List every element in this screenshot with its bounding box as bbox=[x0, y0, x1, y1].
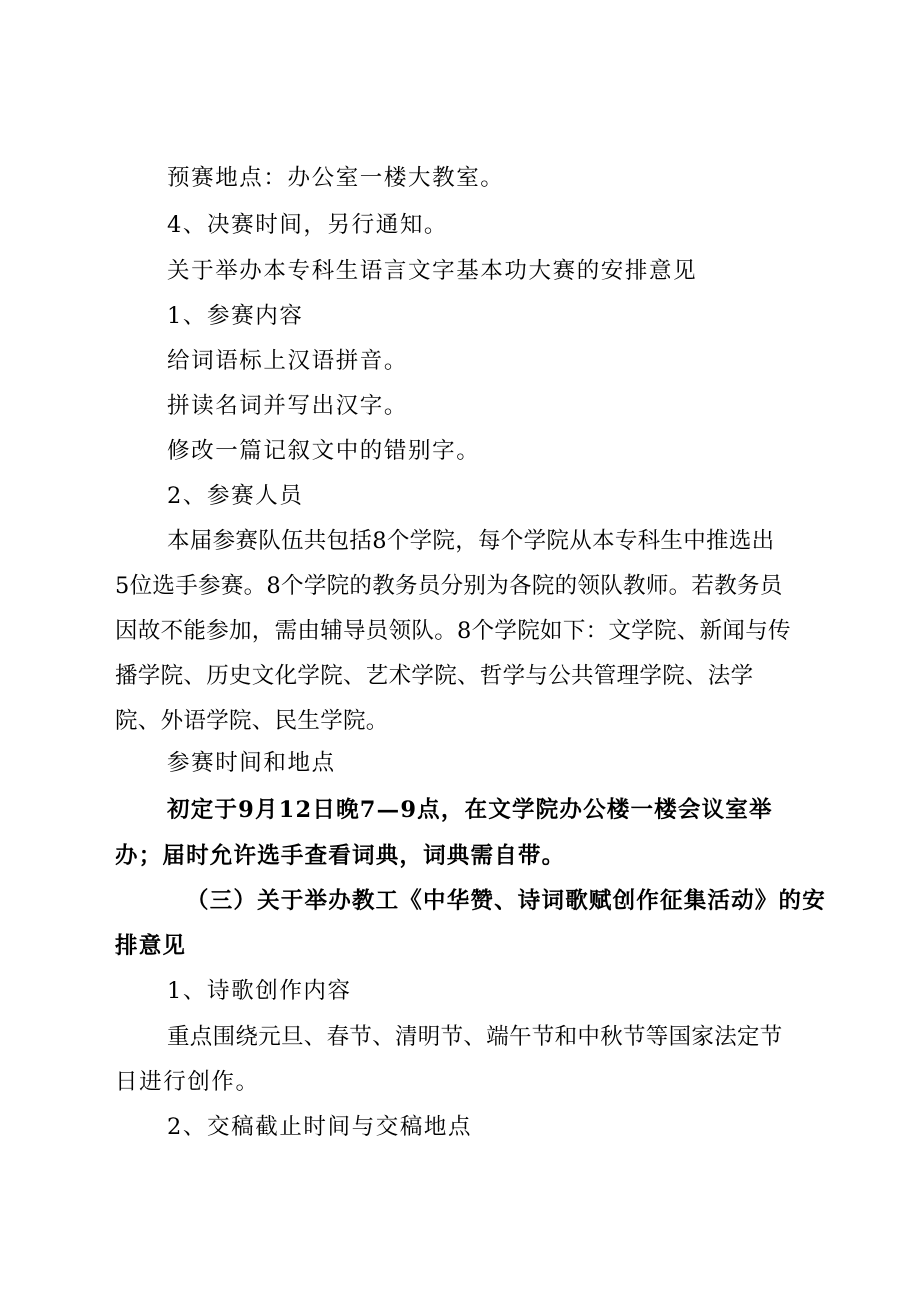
paragraph-participants-line-1: 本届参赛队伍共包括8个学院，每个学院从本专科生中推选出 bbox=[167, 528, 775, 554]
paragraph-participants-line-4: 播学院、历史文化学院、艺术学院、哲学与公共管理学院、法学 bbox=[115, 663, 754, 689]
paragraph-participants-line-3: 因故不能参加，需由辅导员领队。8个学院如下：文学院、新闻与传 bbox=[115, 618, 791, 644]
paragraph-poetry-topics-line-2: 日进行创作。 bbox=[115, 1069, 260, 1095]
subheading-submission-deadline: 2、交稿截止时间与交稿地点 bbox=[167, 1114, 473, 1140]
paragraph-prelim-location: 预赛地点：办公室一楼大教室。 bbox=[167, 165, 505, 191]
paragraph-schedule-line-2: 办；届时允许选手查看词典，词典需自带。 bbox=[115, 843, 566, 869]
section-heading-poetry-contest-line-1: （三）关于举办教工《中华赞、诗词歌赋创作征集活动》的安 bbox=[186, 888, 826, 914]
paragraph-poetry-topics-line-1: 重点围绕元旦、春节、清明节、端午节和中秋节等国家法定节 bbox=[167, 1024, 783, 1050]
subheading-participants: 2、参赛人员 bbox=[167, 483, 304, 509]
subheading-poetry-content: 1、诗歌创作内容 bbox=[167, 978, 352, 1004]
list-item-write-characters: 拼读名词并写出汉字。 bbox=[167, 393, 409, 419]
section-heading-poetry-contest-line-2: 排意见 bbox=[115, 933, 187, 959]
paragraph-schedule-line-1: 初定于9月12日晚7—9点，在文学院办公楼一楼会议室举 bbox=[167, 797, 773, 823]
paragraph-participants-line-2: 5位选手参赛。8个学院的教务员分别为各院的领队教师。若教务员 bbox=[115, 573, 783, 599]
list-item-correct-typos: 修改一篇记叙文中的错别字。 bbox=[167, 438, 481, 464]
paragraph-final-time: 4、决赛时间，另行通知。 bbox=[167, 212, 449, 238]
paragraph-participants-line-5: 院、外语学院、民生学院。 bbox=[115, 708, 389, 734]
subheading-contest-content: 1、参赛内容 bbox=[167, 303, 304, 329]
list-item-pinyin: 给词语标上汉语拼音。 bbox=[167, 348, 409, 374]
section-heading-language-contest: 关于举办本专科生语言文字基本功大赛的安排意见 bbox=[167, 258, 698, 284]
subheading-time-and-place: 参赛时间和地点 bbox=[167, 750, 336, 776]
